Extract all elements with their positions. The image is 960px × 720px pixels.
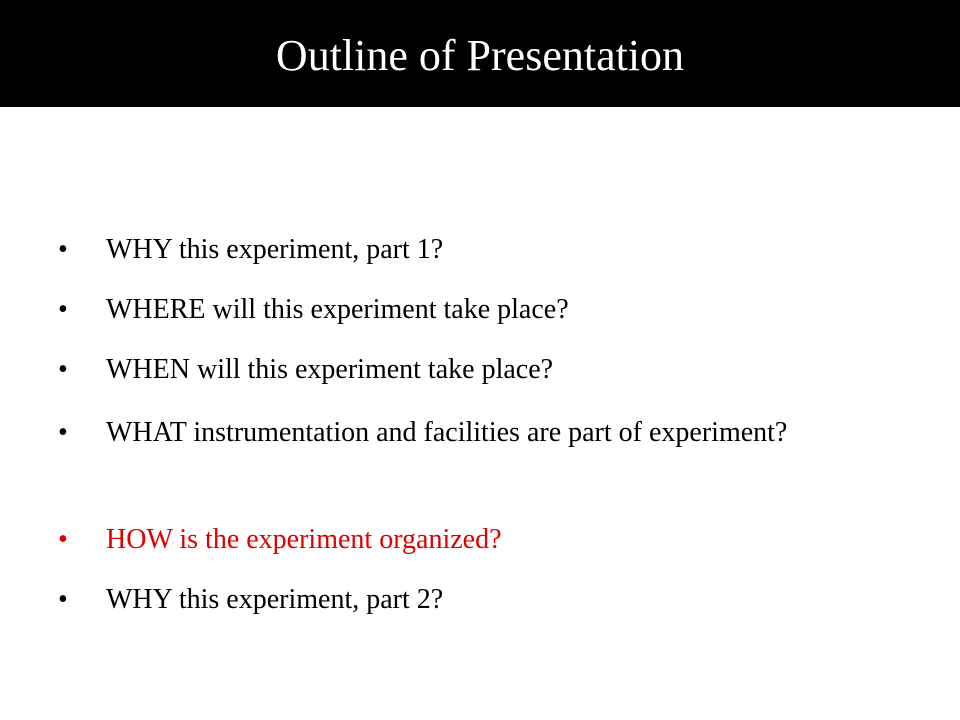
bullet-text: WHY this experiment, part 2?: [106, 584, 444, 615]
bullet-text: HOW is the experiment organized?: [106, 524, 502, 555]
bullet-text: WHEN will this experiment take place?: [106, 354, 554, 385]
bullet-text: WHERE will this experiment take place?: [106, 294, 569, 325]
bullet-icon: •: [58, 234, 68, 265]
bullet-icon: •: [58, 524, 68, 555]
title-bar: [0, 0, 960, 107]
bullet-text: WHY this experiment, part 1?: [106, 234, 444, 265]
bullet-icon: •: [58, 354, 68, 385]
bullet-text: WHAT instrumentation and facilities are part of experiment?: [106, 417, 788, 448]
bullet-icon: •: [58, 417, 68, 448]
bullet-icon: •: [58, 584, 68, 615]
bullet-icon: •: [58, 294, 68, 325]
slide-title: Outline of Presentation: [275, 31, 685, 80]
